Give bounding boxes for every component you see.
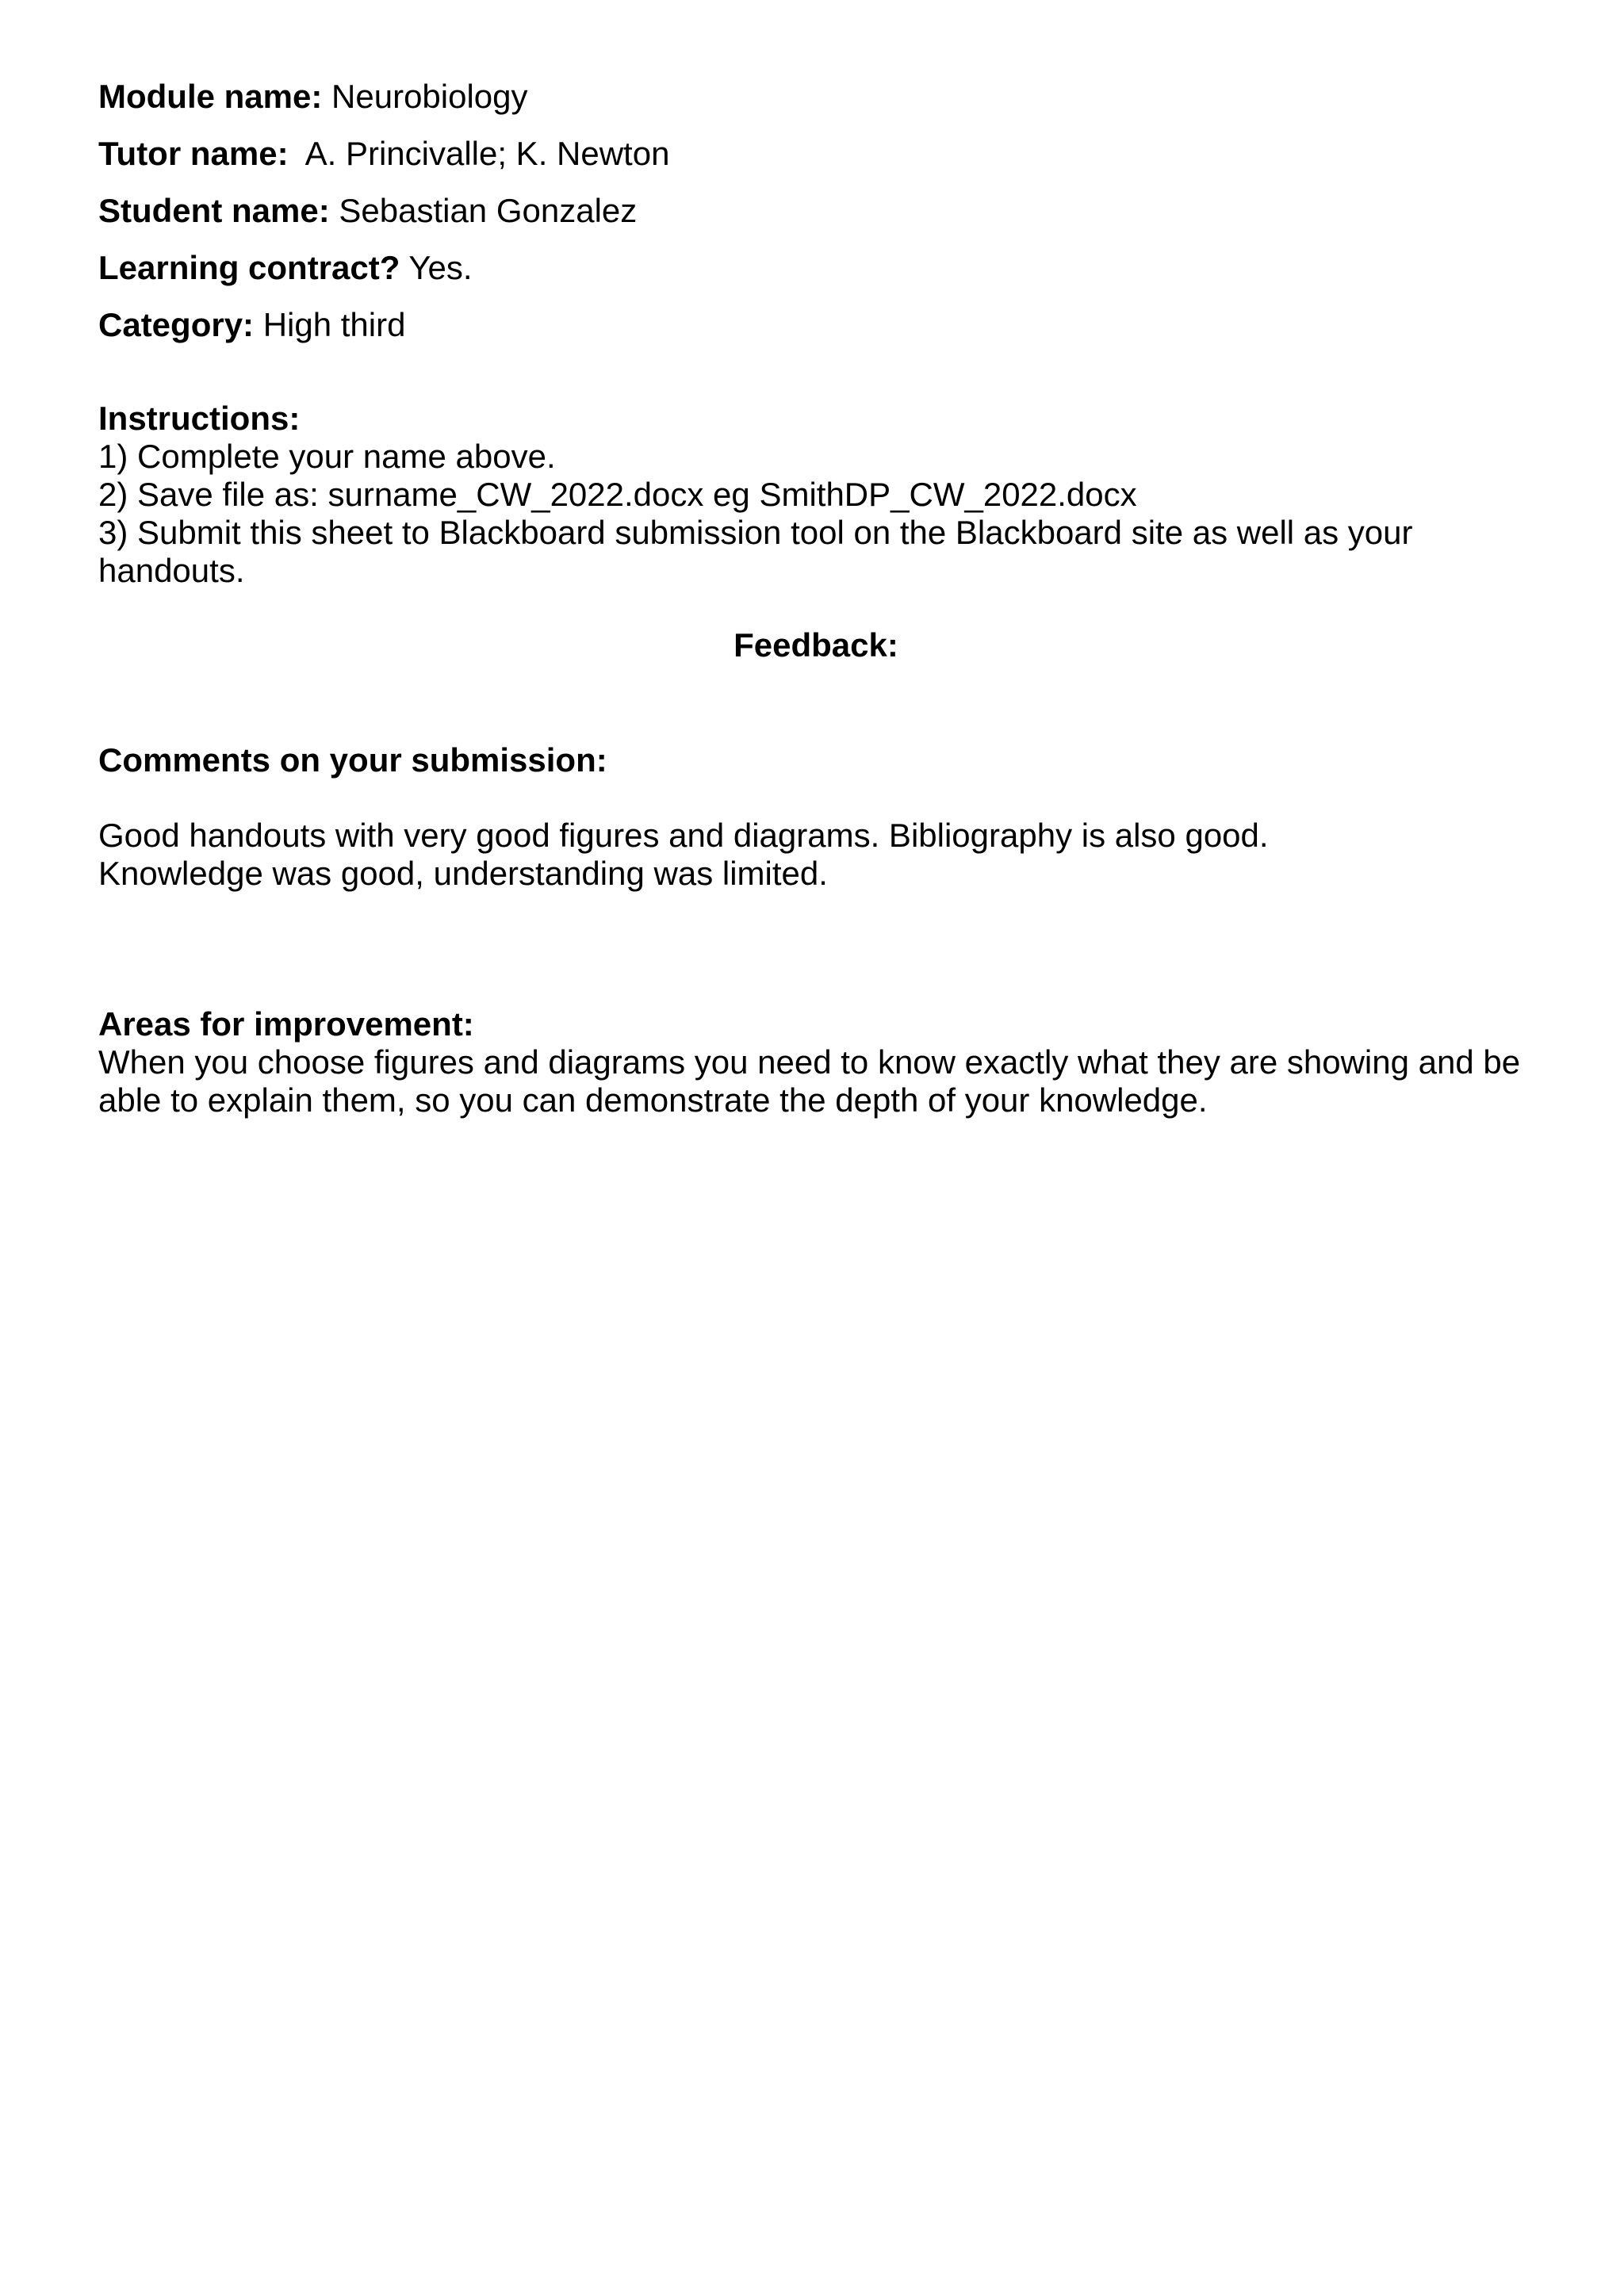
learning-contract-row bbox=[98, 249, 473, 287]
comment-line: Good handouts with very good figures and diagrams. Bibliography is also good. bbox=[98, 817, 1269, 854]
category-label: Category: bbox=[98, 306, 255, 343]
comments-section bbox=[98, 817, 1534, 893]
instruction-item: 2) Save file as: surname_CW_2022.docx eg SmithDP_CW_2022.docx bbox=[98, 476, 1137, 513]
instruction-item: 1) Complete your name above. bbox=[98, 438, 556, 475]
module-name-row bbox=[98, 78, 528, 116]
student-name-value: Sebastian Gonzalez bbox=[339, 192, 638, 229]
improvement-section bbox=[98, 1005, 1534, 1119]
feedback-heading: Feedback: bbox=[733, 626, 898, 664]
learning-contract-label: Learning contract? bbox=[98, 249, 400, 286]
module-name-label: Module name: bbox=[98, 78, 323, 115]
improvement-text: When you choose figures and diagrams you need to know exactly what they are showing and be able to explain them, so you can demonstrate the depth of your knowledge. bbox=[98, 1043, 1521, 1119]
improvement-heading: Areas for improvement: bbox=[98, 1005, 474, 1043]
tutor-name-row bbox=[98, 135, 669, 173]
tutor-name-label: Tutor name: bbox=[98, 135, 289, 172]
learning-contract-value: Yes. bbox=[408, 249, 473, 286]
instructions-heading: Instructions: bbox=[98, 400, 301, 437]
student-name-label: Student name: bbox=[98, 192, 330, 229]
tutor-name-value: A. Princivalle; K. Newton bbox=[304, 135, 670, 172]
comments-heading-wrap bbox=[98, 741, 1534, 779]
feedback-sheet bbox=[98, 0, 1534, 2296]
comment-line: Knowledge was good, understanding was limited. bbox=[98, 855, 828, 892]
category-row bbox=[98, 306, 405, 344]
module-name-value: Neurobiology bbox=[331, 78, 528, 115]
instructions-section bbox=[98, 400, 1534, 590]
category-value: High third bbox=[262, 306, 406, 343]
instruction-item: 3) Submit this sheet to Blackboard submission tool on the Blackboard site as well as your handouts. bbox=[98, 514, 1413, 589]
student-name-row bbox=[98, 192, 637, 230]
comments-heading: Comments on your submission: bbox=[98, 741, 607, 779]
